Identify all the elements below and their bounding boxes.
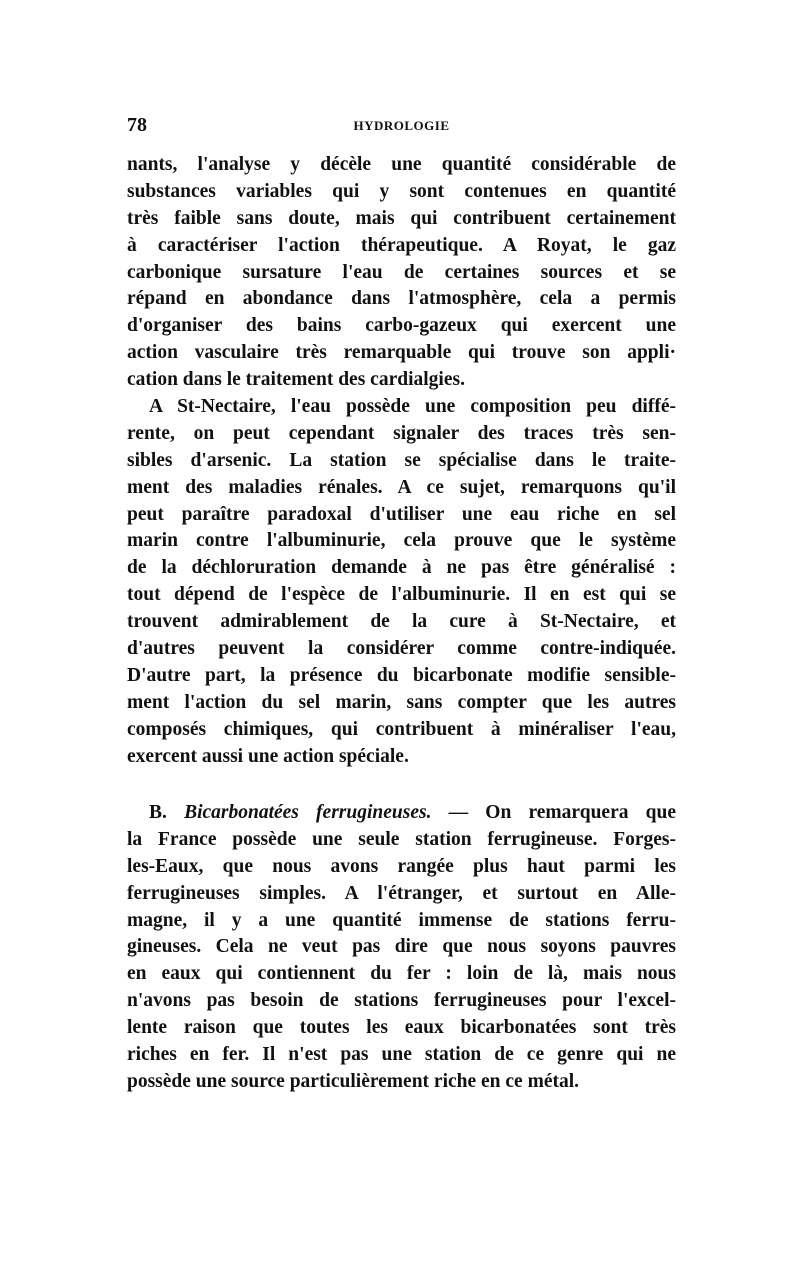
text-line: sibles d'arsenic. La station se spécialise dans le traite- <box>127 449 676 471</box>
running-title: HYDROLOGIE <box>353 118 450 133</box>
text-line: les-Eaux, que nous avons rangée plus haut parmi les <box>127 855 676 877</box>
text-line: marin contre l'albuminurie, cela prouve que le système <box>127 530 676 552</box>
text-line: la France possède une seule station ferrugineuse. Forges- <box>127 828 676 850</box>
text-line: D'autre part, la présence du bicarbonate modifie sensible- <box>127 664 676 686</box>
text-line: lente raison que toutes les eaux bicarbonatées sont très <box>127 1017 676 1039</box>
text-line: d'autres peuvent la considérer comme contre-indiquée. <box>127 638 676 660</box>
body-text-top <box>127 152 676 770</box>
text-line: rente, on peut cependant signaler des traces très sen- <box>127 422 676 444</box>
text-line: répand en abondance dans l'atmosphère, cela a permis <box>127 288 676 310</box>
text-line: magne, il y a une quantité immense de stations ferru- <box>127 909 676 931</box>
text-line: trouvent admirablement de la cure à St-Nectaire, et <box>127 611 676 633</box>
text-line: cation dans le traitement des cardialgies. <box>127 369 465 391</box>
text-line: ment des maladies rénales. A ce sujet, remarquons qu'il <box>127 476 676 498</box>
text-line: nants, l'analyse y décèle une quantité considérable de <box>127 154 676 175</box>
page-header <box>127 114 676 138</box>
text-line: n'avons pas besoin de stations ferrugineuses pour l'excel- <box>127 990 676 1012</box>
section-label: B. <box>149 802 167 823</box>
section-first-line-rest: — On remarquera que <box>448 802 676 823</box>
text-line: substances variables qui y sont contenues en quantité <box>127 180 676 202</box>
text-line: d'organiser des bains carbo-gazeux qui exercent une <box>127 315 676 337</box>
text-line: possède une source particulièrement riche en ce métal. <box>127 1070 580 1092</box>
text-line: gineuses. Cela ne veut pas dire que nous soyons pauvres <box>127 936 676 958</box>
section-title: Bicarbonatées ferrugineuses. <box>184 802 432 823</box>
text-line: carbonique sursature l'eau de certaines sources et se <box>127 261 676 283</box>
text-line: ferrugineuses simples. A l'étranger, et surtout en Alle- <box>127 882 676 904</box>
text-line: ment l'action du sel marin, sans compter que les autres <box>127 691 676 713</box>
text-line: très faible sans doute, mais qui contribuent certainement <box>127 207 676 229</box>
text-line: A St-Nectaire, l'eau possède une composition peu diffé- <box>149 396 676 418</box>
body-text-section-b <box>127 800 676 1096</box>
text-line: peut paraître paradoxal d'utiliser une eau riche en sel <box>127 503 676 525</box>
text-line: action vasculaire très remarquable qui trouve son appli· <box>127 342 676 364</box>
page-number: 78 <box>127 114 147 136</box>
section-heading-line <box>127 800 676 827</box>
text-line: riches en fer. Il n'est pas une station de ce genre qui ne <box>127 1044 676 1066</box>
text-line: à caractériser l'action thérapeutique. A Royat, le gaz <box>127 234 676 256</box>
text-line: de la déchloruration demande à ne pas être généralisé : <box>127 557 676 579</box>
text-line: exercent aussi une action spéciale. <box>127 745 409 767</box>
text-line: en eaux qui contiennent du fer : loin de là, mais nous <box>127 963 676 985</box>
text-line: tout dépend de l'espèce de l'albuminurie. Il en est qui se <box>127 584 676 606</box>
text-line: composés chimiques, qui contribuent à minéraliser l'eau, <box>127 718 676 740</box>
